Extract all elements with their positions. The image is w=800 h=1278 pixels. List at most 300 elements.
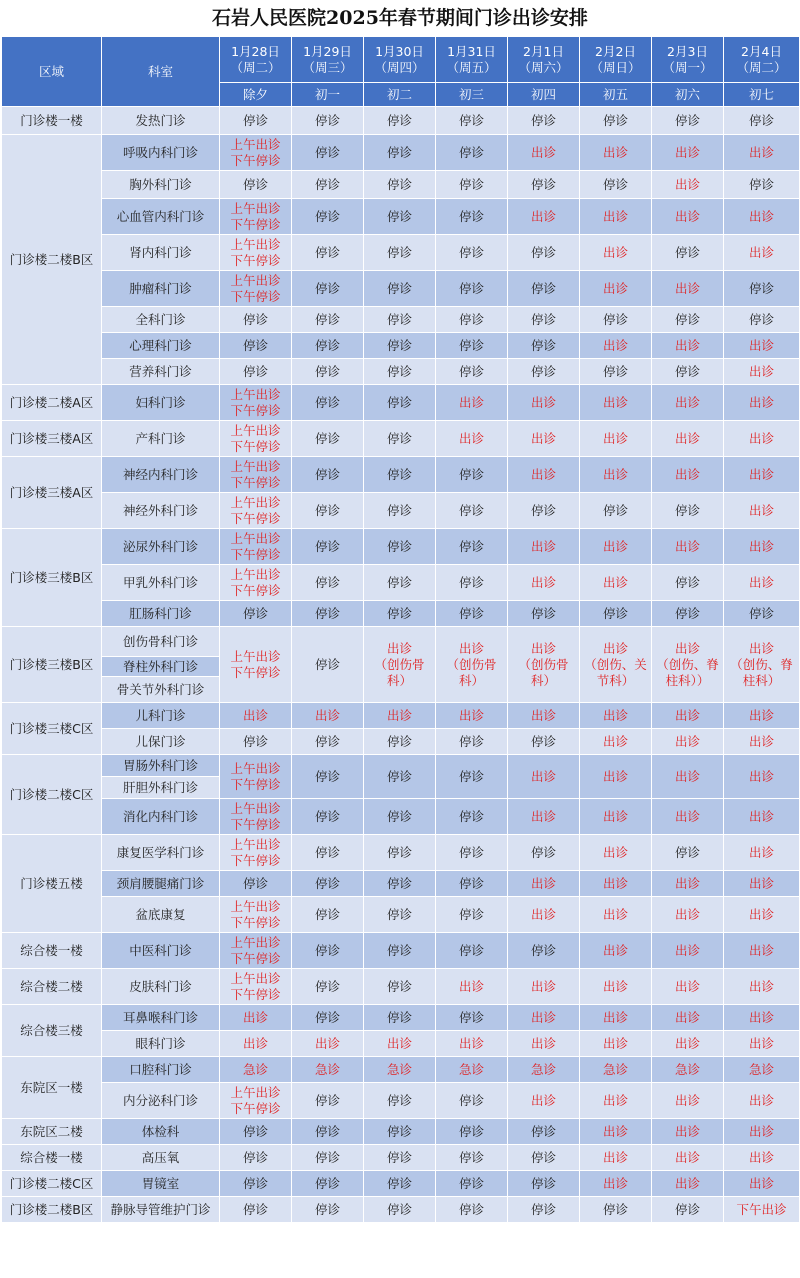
status-text: 出诊 — [530, 768, 556, 784]
status-text: 停诊 — [602, 112, 628, 128]
status-cell — [436, 835, 508, 871]
status-cell — [292, 933, 364, 969]
status-text: 上午出诊 — [230, 530, 281, 546]
table-row — [2, 135, 800, 171]
status-text: 停诊 — [386, 978, 412, 994]
status-text: 出诊 — [530, 466, 556, 482]
status-cell — [580, 1171, 652, 1197]
status-text: 出诊 — [674, 1149, 700, 1165]
status-text: 出诊 — [602, 733, 628, 749]
status-cell — [436, 271, 508, 307]
status-text: 下午出诊 — [736, 1201, 787, 1217]
status-text: 停诊 — [242, 337, 268, 353]
status-cell — [652, 799, 724, 835]
status-text: 停诊 — [386, 176, 412, 192]
status-cell — [436, 135, 508, 171]
status-cell — [652, 969, 724, 1005]
status-cell — [292, 171, 364, 199]
area-cell: 综合楼三楼 — [2, 1005, 102, 1057]
weekday-label: （周三） — [302, 59, 353, 75]
status-cell — [364, 601, 436, 627]
table-row — [2, 1145, 800, 1171]
status-text: 出诊 — [530, 208, 556, 224]
status-cell — [292, 1145, 364, 1171]
status-text: 停诊 — [386, 1175, 412, 1191]
status-cell — [724, 199, 800, 235]
status-cell — [508, 755, 580, 799]
status-cell — [652, 359, 724, 385]
status-text: 停诊 — [458, 1175, 484, 1191]
status-cell — [724, 897, 800, 933]
status-text: 急诊 — [530, 1061, 556, 1077]
status-cell — [220, 871, 292, 897]
status-cell — [580, 1005, 652, 1031]
status-text: 停诊 — [242, 875, 268, 891]
table-row — [2, 969, 800, 1005]
status-cell — [724, 235, 800, 271]
status-cell — [364, 871, 436, 897]
status-text: 下午停诊 — [230, 852, 281, 868]
status-cell — [580, 1197, 652, 1223]
status-cell — [508, 1057, 580, 1083]
status-text: 上午出诊 — [230, 494, 281, 510]
status-text: 下午停诊 — [230, 152, 281, 168]
table-row — [2, 385, 800, 421]
status-text: 急诊 — [748, 1061, 774, 1077]
status-text: 停诊 — [242, 1123, 268, 1139]
status-cell — [580, 333, 652, 359]
status-cell — [364, 235, 436, 271]
status-text: 出诊 — [748, 707, 774, 723]
table-row — [2, 1031, 800, 1057]
status-cell — [364, 333, 436, 359]
area-cell: 门诊楼三楼A区 — [2, 457, 102, 529]
status-cell — [292, 627, 364, 703]
status-cell — [220, 307, 292, 333]
status-text: 上午出诊 — [230, 566, 281, 582]
status-cell — [508, 359, 580, 385]
status-text: 停诊 — [314, 768, 340, 784]
status-cell — [724, 729, 800, 755]
status-text: 停诊 — [674, 363, 700, 379]
status-text: 出诊 — [674, 394, 700, 410]
status-text: 下午停诊 — [230, 402, 281, 418]
dept-cell: 消化内科门诊 — [102, 799, 220, 835]
dept-cell: 儿科门诊 — [102, 703, 220, 729]
status-cell — [220, 1145, 292, 1171]
status-cell — [724, 107, 800, 135]
status-cell — [652, 421, 724, 457]
status-text: 出诊 — [674, 808, 700, 824]
status-cell — [220, 359, 292, 385]
status-text: （创伤骨科） — [374, 656, 425, 688]
status-text: 上午出诊 — [230, 236, 281, 252]
status-cell — [652, 1197, 724, 1223]
area-cell: 门诊楼五楼 — [2, 835, 102, 933]
status-cell — [292, 529, 364, 565]
status-text: 停诊 — [314, 394, 340, 410]
status-cell — [220, 171, 292, 199]
status-text: 停诊 — [386, 1123, 412, 1139]
status-text: 下午停诊 — [230, 1100, 281, 1116]
weekday-label: （周二） — [736, 59, 787, 75]
status-text: 停诊 — [674, 112, 700, 128]
status-text: 停诊 — [458, 244, 484, 260]
status-cell — [508, 529, 580, 565]
status-text: 下午停诊 — [230, 546, 281, 562]
header-date — [220, 37, 292, 83]
status-text: 出诊 — [602, 978, 628, 994]
area-cell: 门诊楼二楼B区 — [2, 135, 102, 385]
status-cell — [652, 199, 724, 235]
status-cell — [508, 271, 580, 307]
date-label: 1月31日 — [447, 43, 496, 59]
status-text: 停诊 — [386, 208, 412, 224]
status-text: 出诊 — [602, 337, 628, 353]
dept-cell: 心血管内科门诊 — [102, 199, 220, 235]
status-text: 出诊 — [530, 640, 556, 656]
header-date — [292, 37, 364, 83]
status-text: 停诊 — [386, 244, 412, 260]
status-cell — [508, 421, 580, 457]
dept-cell: 心理科门诊 — [102, 333, 220, 359]
status-text: 停诊 — [386, 844, 412, 860]
status-cell — [220, 421, 292, 457]
status-cell — [508, 457, 580, 493]
status-cell — [292, 729, 364, 755]
status-text: 下午停诊 — [230, 914, 281, 930]
status-text: 出诊 — [602, 768, 628, 784]
status-cell — [220, 1119, 292, 1145]
dept-cell: 发热门诊 — [102, 107, 220, 135]
status-text: 出诊 — [458, 1035, 484, 1051]
status-text: 停诊 — [602, 311, 628, 327]
status-text: 急诊 — [314, 1061, 340, 1077]
dept-cell: 神经外科门诊 — [102, 493, 220, 529]
status-text: 出诊 — [674, 144, 700, 160]
status-text: 停诊 — [458, 808, 484, 824]
status-text: 停诊 — [458, 733, 484, 749]
status-text: 停诊 — [530, 502, 556, 518]
dept-cell: 创伤骨科门诊 — [102, 627, 220, 657]
status-text: 下午停诊 — [230, 986, 281, 1002]
status-text: 出诊 — [748, 1175, 774, 1191]
status-text: 停诊 — [458, 466, 484, 482]
status-cell — [292, 199, 364, 235]
status-text: 急诊 — [674, 1061, 700, 1077]
status-text: 急诊 — [458, 1061, 484, 1077]
status-cell — [436, 1083, 508, 1119]
dept-cell: 儿保门诊 — [102, 729, 220, 755]
status-cell — [436, 755, 508, 799]
status-cell — [436, 601, 508, 627]
status-cell — [220, 199, 292, 235]
status-text: 上午出诊 — [230, 934, 281, 950]
status-text: 出诊 — [602, 244, 628, 260]
status-cell — [220, 933, 292, 969]
status-cell — [364, 493, 436, 529]
status-text: 出诊 — [674, 1123, 700, 1139]
status-text: 停诊 — [314, 656, 340, 672]
status-cell — [292, 897, 364, 933]
status-text: 下午停诊 — [230, 474, 281, 490]
status-cell — [436, 1005, 508, 1031]
status-cell — [436, 565, 508, 601]
status-text: 出诊 — [602, 280, 628, 296]
status-text: 停诊 — [386, 538, 412, 554]
status-text: 出诊 — [602, 1175, 628, 1191]
table-row — [2, 565, 800, 601]
status-cell — [508, 1171, 580, 1197]
dept-cell: 盆底康复 — [102, 897, 220, 933]
status-text: 停诊 — [242, 605, 268, 621]
status-cell — [364, 627, 436, 703]
status-cell — [220, 271, 292, 307]
status-text: 柱科） — [742, 672, 781, 688]
status-text: 出诊 — [458, 430, 484, 446]
status-cell — [580, 271, 652, 307]
header-date — [436, 37, 508, 83]
status-cell — [652, 601, 724, 627]
status-cell — [220, 729, 292, 755]
dept-cell: 肝胆外科门诊 — [102, 777, 220, 799]
status-text: 停诊 — [386, 768, 412, 784]
table-row — [2, 835, 800, 871]
dept-cell: 肛肠科门诊 — [102, 601, 220, 627]
status-text: 出诊 — [602, 144, 628, 160]
status-text: 停诊 — [530, 1149, 556, 1165]
status-text: 出诊 — [748, 1149, 774, 1165]
status-cell — [508, 107, 580, 135]
status-text: 停诊 — [602, 605, 628, 621]
status-text: 出诊 — [748, 430, 774, 446]
status-text: 出诊 — [458, 707, 484, 723]
lunar-label: 初六 — [652, 83, 724, 107]
status-cell — [508, 385, 580, 421]
status-cell — [364, 307, 436, 333]
status-text: 停诊 — [314, 1175, 340, 1191]
status-cell — [292, 271, 364, 307]
dept-cell: 耳鼻喉科门诊 — [102, 1005, 220, 1031]
table-row — [2, 755, 800, 777]
status-text: 停诊 — [314, 430, 340, 446]
status-text: 上午出诊 — [230, 136, 281, 152]
status-text: 停诊 — [314, 1092, 340, 1108]
status-text: 停诊 — [242, 733, 268, 749]
area-cell: 门诊楼二楼A区 — [2, 385, 102, 421]
status-cell — [724, 271, 800, 307]
status-text: 出诊 — [674, 978, 700, 994]
table-row — [2, 171, 800, 199]
status-text: 出诊 — [674, 733, 700, 749]
status-cell — [580, 969, 652, 1005]
status-cell — [364, 799, 436, 835]
table-row — [2, 1197, 800, 1223]
table-row — [2, 199, 800, 235]
status-text: 停诊 — [314, 1123, 340, 1139]
status-text: 停诊 — [674, 502, 700, 518]
status-text: 停诊 — [314, 906, 340, 922]
status-cell — [436, 235, 508, 271]
status-text: 出诊 — [530, 875, 556, 891]
status-cell — [292, 1197, 364, 1223]
status-text: 停诊 — [458, 1009, 484, 1025]
status-text: 出诊 — [602, 808, 628, 824]
status-cell — [364, 897, 436, 933]
status-cell — [652, 703, 724, 729]
date-label: 2月2日 — [595, 43, 636, 59]
status-cell — [652, 457, 724, 493]
page-title: 石岩人民医院2025年春节期间门诊出诊安排 — [212, 7, 588, 29]
status-text: 出诊 — [602, 875, 628, 891]
date-label: 1月29日 — [303, 43, 352, 59]
dept-cell: 胃镜室 — [102, 1171, 220, 1197]
status-cell — [652, 1083, 724, 1119]
status-cell — [292, 235, 364, 271]
area-cell: 门诊楼二楼C区 — [2, 755, 102, 835]
status-cell — [724, 333, 800, 359]
status-text: 急诊 — [386, 1061, 412, 1077]
date-label: 2月4日 — [741, 43, 782, 59]
lunar-label: 除夕 — [220, 83, 292, 107]
status-cell — [580, 457, 652, 493]
status-text: 出诊 — [748, 640, 774, 656]
status-cell — [652, 729, 724, 755]
status-text: 停诊 — [386, 466, 412, 482]
status-text: 停诊 — [386, 430, 412, 446]
status-text: 上午出诊 — [230, 648, 281, 664]
status-text: 停诊 — [386, 1149, 412, 1165]
dept-cell: 内分泌科门诊 — [102, 1083, 220, 1119]
date-label: 2月3日 — [667, 43, 708, 59]
status-text: 停诊 — [748, 311, 774, 327]
status-cell — [220, 799, 292, 835]
status-text: 上午出诊 — [230, 272, 281, 288]
status-text: 停诊 — [314, 466, 340, 482]
status-cell — [508, 135, 580, 171]
dept-cell: 皮肤科门诊 — [102, 969, 220, 1005]
status-text: 停诊 — [386, 733, 412, 749]
status-text: 停诊 — [242, 1201, 268, 1217]
status-text: 停诊 — [530, 1123, 556, 1139]
schedule-table — [1, 36, 800, 1223]
status-cell — [436, 969, 508, 1005]
status-cell — [508, 333, 580, 359]
status-text: 下午停诊 — [230, 816, 281, 832]
status-text: （创伤、脊 — [730, 656, 793, 672]
status-text: 急诊 — [602, 1061, 628, 1077]
status-cell — [580, 199, 652, 235]
status-cell — [220, 457, 292, 493]
status-text: 出诊 — [748, 363, 774, 379]
status-text: 出诊 — [602, 906, 628, 922]
status-cell — [436, 729, 508, 755]
status-cell — [652, 271, 724, 307]
status-text: 出诊 — [674, 280, 700, 296]
status-text: 停诊 — [748, 605, 774, 621]
status-cell — [508, 627, 580, 703]
status-cell — [652, 933, 724, 969]
header-dept: 科室 — [102, 37, 220, 107]
status-cell — [292, 1031, 364, 1057]
status-cell — [292, 307, 364, 333]
status-text: 出诊 — [602, 574, 628, 590]
status-cell — [724, 1119, 800, 1145]
status-cell — [364, 969, 436, 1005]
dept-cell: 神经内科门诊 — [102, 457, 220, 493]
dept-cell: 肾内科门诊 — [102, 235, 220, 271]
status-text: 停诊 — [386, 337, 412, 353]
status-cell — [724, 799, 800, 835]
area-cell: 门诊楼二楼C区 — [2, 1171, 102, 1197]
status-cell — [652, 1119, 724, 1145]
status-text: 出诊 — [602, 1009, 628, 1025]
status-cell — [292, 107, 364, 135]
status-text: 停诊 — [530, 311, 556, 327]
status-text: 出诊 — [602, 1123, 628, 1139]
status-cell — [580, 703, 652, 729]
area-cell: 门诊楼三楼B区 — [2, 627, 102, 703]
status-text: 停诊 — [386, 574, 412, 590]
status-text: 下午停诊 — [230, 216, 281, 232]
status-text: 出诊 — [458, 394, 484, 410]
status-text: 停诊 — [530, 1201, 556, 1217]
status-text: （创伤骨科） — [446, 656, 497, 688]
status-text: 停诊 — [458, 363, 484, 379]
status-text: 停诊 — [530, 176, 556, 192]
status-cell — [580, 755, 652, 799]
status-cell — [580, 1145, 652, 1171]
status-cell — [436, 171, 508, 199]
status-cell — [508, 171, 580, 199]
status-cell — [508, 729, 580, 755]
status-text: 出诊 — [674, 768, 700, 784]
status-text: 停诊 — [748, 112, 774, 128]
status-cell — [364, 1031, 436, 1057]
status-cell — [292, 1005, 364, 1031]
status-cell — [364, 107, 436, 135]
status-text: 停诊 — [602, 1201, 628, 1217]
status-cell — [724, 1057, 800, 1083]
status-text: 停诊 — [314, 502, 340, 518]
status-cell — [436, 333, 508, 359]
status-text: 上午出诊 — [230, 458, 281, 474]
status-cell — [292, 799, 364, 835]
status-text: 出诊 — [602, 640, 628, 656]
table-row — [2, 1005, 800, 1031]
status-text: 停诊 — [458, 1201, 484, 1217]
status-cell — [436, 307, 508, 333]
area-cell: 综合楼一楼 — [2, 933, 102, 969]
status-text: 停诊 — [314, 844, 340, 860]
status-text: 出诊 — [748, 244, 774, 260]
dept-cell: 颈肩腰腿痛门诊 — [102, 871, 220, 897]
status-cell — [220, 493, 292, 529]
status-cell — [580, 835, 652, 871]
status-text: 停诊 — [314, 538, 340, 554]
status-cell — [724, 1005, 800, 1031]
status-cell — [292, 601, 364, 627]
status-text: 停诊 — [314, 942, 340, 958]
status-cell — [364, 1057, 436, 1083]
weekday-label: （周日） — [590, 59, 641, 75]
status-text: 出诊 — [674, 176, 700, 192]
status-cell — [292, 333, 364, 359]
status-text: 出诊 — [748, 1092, 774, 1108]
status-cell — [364, 385, 436, 421]
status-cell — [292, 755, 364, 799]
area-cell: 门诊楼一楼 — [2, 107, 102, 135]
